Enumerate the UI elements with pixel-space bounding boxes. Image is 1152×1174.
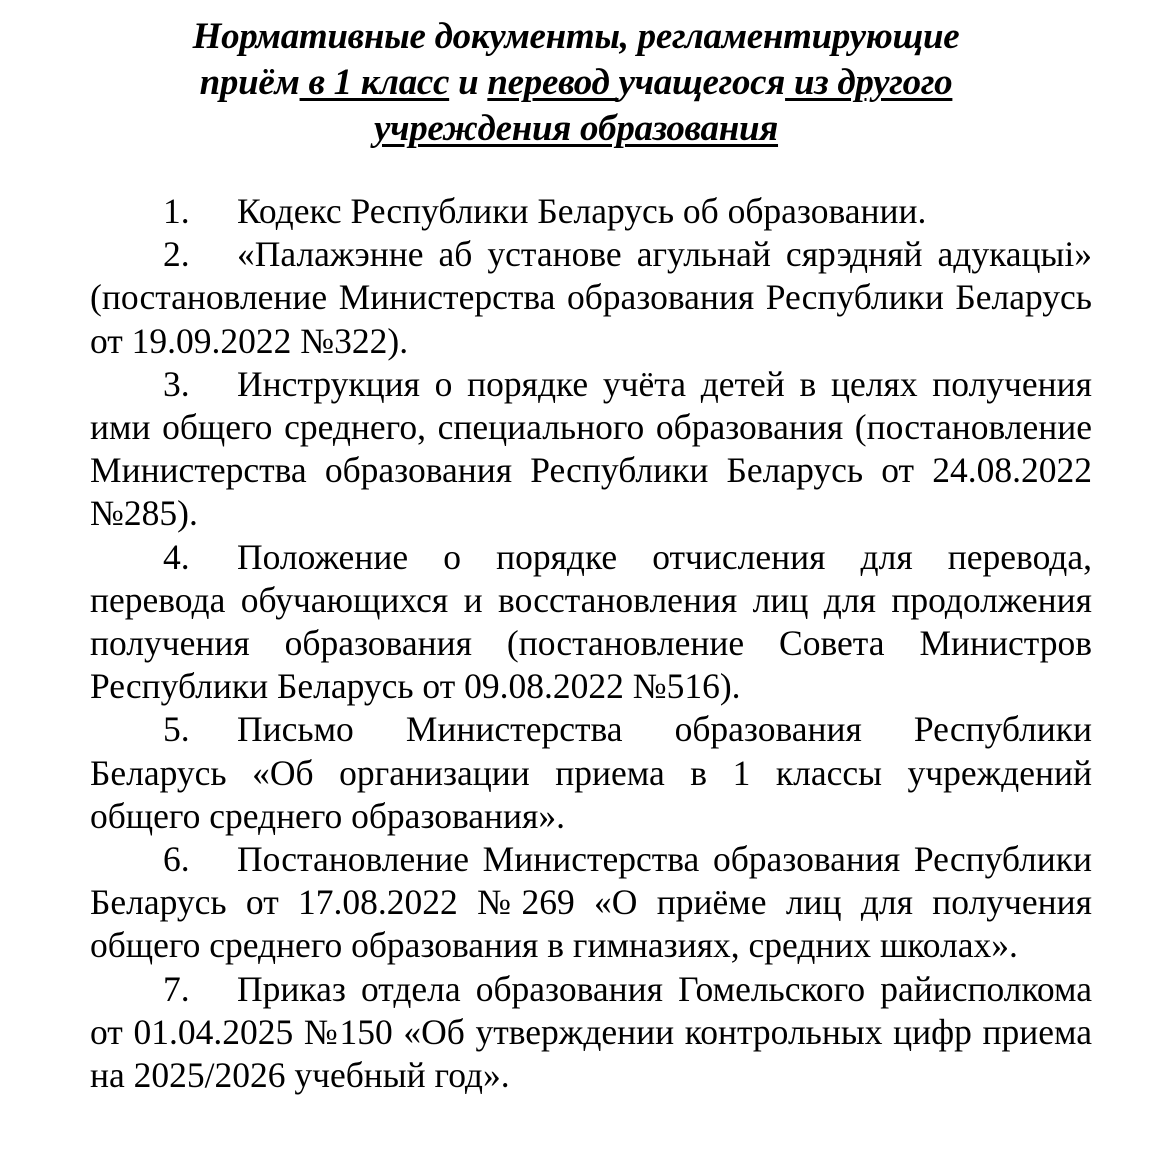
item-number: 5. <box>163 709 190 750</box>
item-text: Письмо Министерства образования Республики Беларусь «Об организации приема в 1 классы учреждений общего среднего образования». <box>90 709 1092 836</box>
item-text: Кодекс Республики Беларусь об образовании. <box>237 191 927 231</box>
document-title <box>0 14 1152 152</box>
title-line-1: Нормативные документы, регламентирующие <box>192 16 960 57</box>
documents-list <box>90 190 1092 1097</box>
item-text: Положение о порядке отчисления для перевода, перевода обучающихся и восстановления лиц для продолжения получения образования (постановление Совета Министров Республики Беларусь от 09.08.2022 №516). <box>90 536 1092 707</box>
list-item <box>90 190 1092 233</box>
title-underlined-text: перевод <box>487 62 619 103</box>
title-underlined-text: учреждения образования <box>373 108 779 149</box>
title-text: учащегося <box>618 62 786 103</box>
list-item <box>90 233 1092 363</box>
item-number: 2. <box>163 234 190 275</box>
item-text: «Палажэнне аб установе агульнай сярэдняй адукацыі» (постановление Министерства образования Республики Беларусь от 19.09.2022 №322). <box>90 234 1092 361</box>
title-line-2 <box>0 60 1152 106</box>
list-item <box>90 536 1092 709</box>
list-item <box>90 708 1092 838</box>
item-text: Постановление Министерства образования Республики Беларусь от 17.08.2022 №269 «О приёме лиц для получения общего среднего образования в гимназиях, средних школах». <box>90 839 1092 966</box>
item-number: 6. <box>163 839 190 880</box>
title-underlined-text: из другого <box>785 62 953 103</box>
list-item <box>90 838 1092 968</box>
title-line-3 <box>0 106 1152 152</box>
item-text: Приказ отдела образования Гомельского райисполкома от 01.04.2025 №150 «Об утверждении контрольных цифр приема на 2025/2026 учебный год». <box>90 968 1092 1096</box>
item-text: Инструкция о порядке учёта детей в целях получения ими общего среднего, специального образования (постановление Министерства образования Республики Беларусь от 24.08.2022 №285). <box>90 363 1092 534</box>
list-item <box>90 363 1092 536</box>
item-number: 4. <box>163 536 190 577</box>
title-text: и <box>449 62 488 103</box>
item-number: 1. <box>163 191 190 231</box>
item-number: 3. <box>163 363 190 404</box>
item-number: 7. <box>163 968 190 1009</box>
title-text: приём <box>199 62 300 103</box>
list-item <box>90 968 1092 1098</box>
title-underlined-text: в 1 класс <box>299 62 450 103</box>
